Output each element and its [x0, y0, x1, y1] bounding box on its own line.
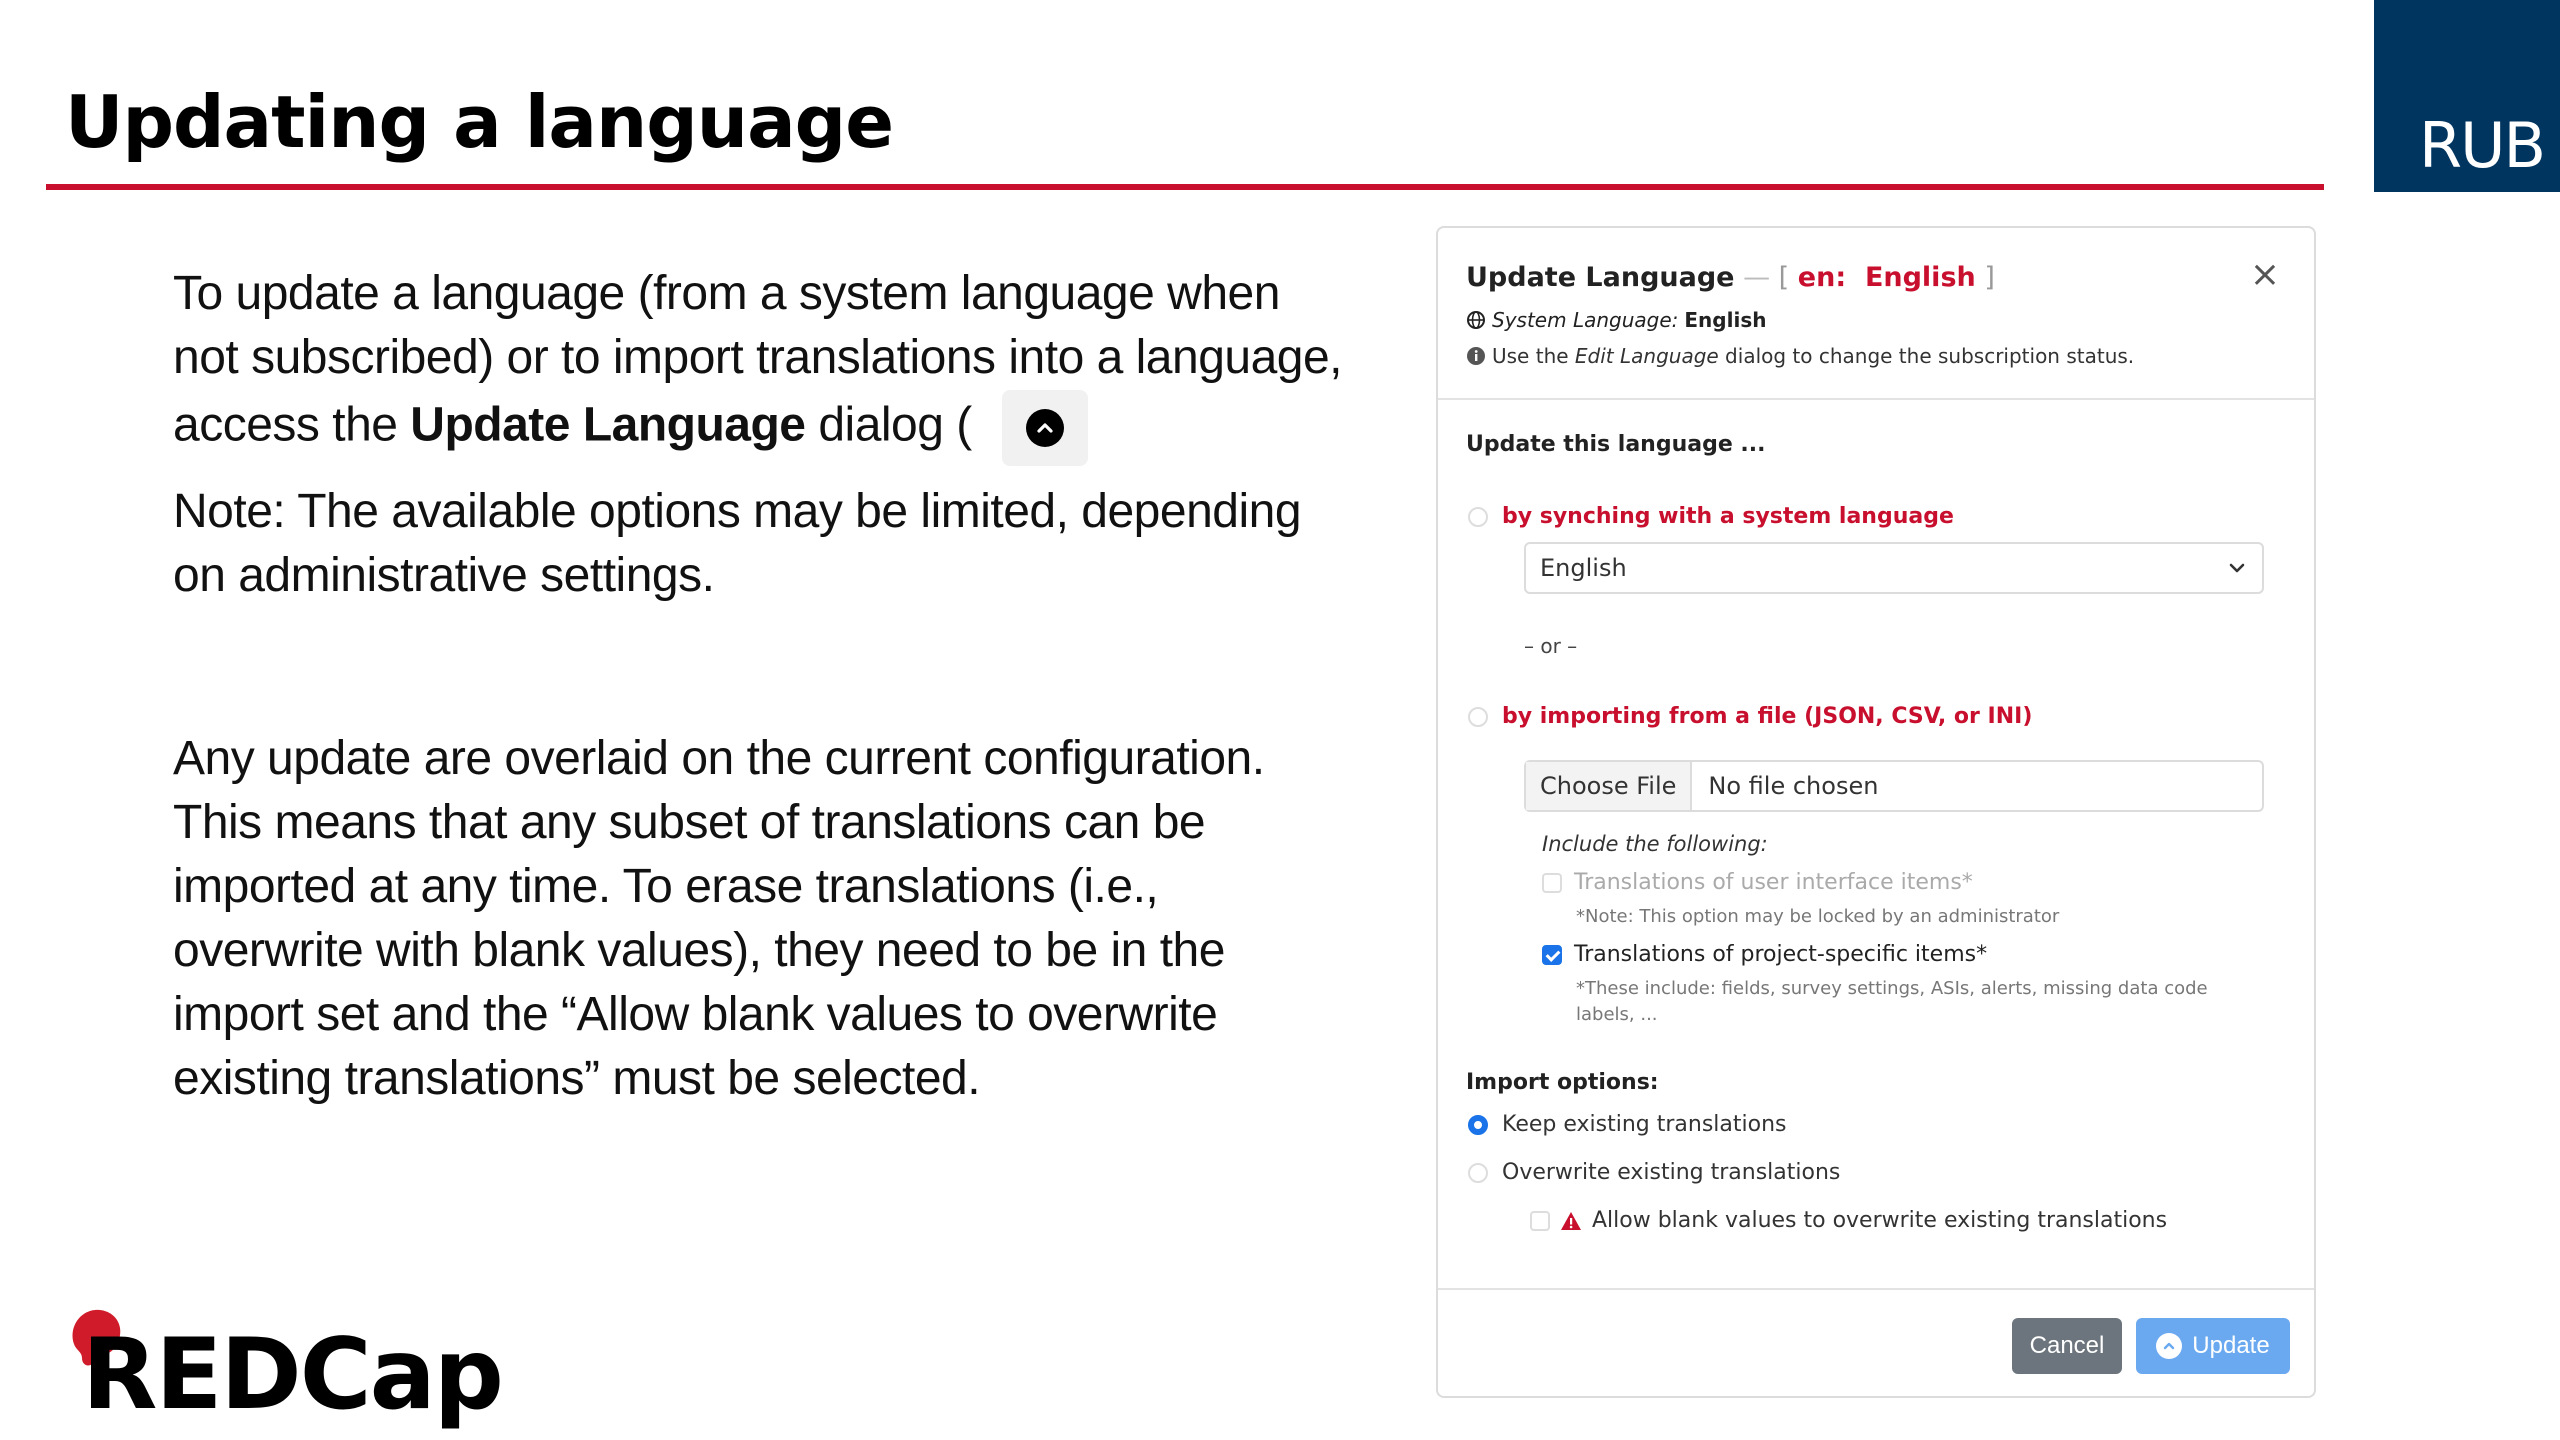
info-prefix: Use the	[1492, 344, 1575, 368]
update-circle-icon	[2156, 1333, 2182, 1359]
dialog-title	[1466, 262, 1995, 293]
file-status: No file chosen	[1708, 772, 1879, 800]
sync-option[interactable]	[1468, 504, 1954, 529]
file-input[interactable]	[1524, 760, 2264, 812]
file-radio[interactable]	[1468, 707, 1488, 727]
edit-language-term: Edit Language	[1574, 344, 1719, 368]
dialog-header	[1438, 228, 2314, 400]
title-separator: —	[1734, 262, 1779, 293]
chevron-up-icon	[1026, 409, 1064, 447]
update-button[interactable]	[2136, 1318, 2290, 1374]
allow-blank-checkbox[interactable]	[1530, 1211, 1550, 1231]
overwrite-label[interactable]: Overwrite existing translations	[1502, 1160, 1841, 1185]
or-separator: – or –	[1524, 634, 1578, 658]
paragraph-intro-text: To update a language (from a system language when not subscribed) or to import translations into a language, access the	[173, 267, 1343, 452]
bracket-close: ]	[1975, 262, 1995, 293]
language-name: English	[1864, 262, 1976, 293]
paragraph-overlay: Any update are overlaid on the current configuration. This means that any subset of translations can be imported at any time. To erase translations (i.e., overwrite with blank values), they need to be in the import set and the “Allow blank values to overwrite existing translations” must be selected.	[173, 732, 1265, 1105]
update-section-label: Update this language ...	[1466, 432, 1766, 457]
redcap-logo	[58, 1300, 502, 1432]
import-options-label: Import options:	[1466, 1070, 1659, 1095]
update-language-button-image	[1002, 390, 1088, 466]
ui-items-label: Translations of user interface items*	[1574, 870, 1973, 895]
select-value: English	[1540, 554, 1627, 582]
globe-icon	[1466, 310, 1486, 330]
info-icon	[1466, 346, 1486, 366]
project-items-checkbox[interactable]	[1542, 945, 1562, 965]
title-divider	[46, 184, 2324, 190]
project-items-note: *These include: fields, survey settings, ASIs, alerts, missing data code labels, ...	[1576, 978, 2208, 1025]
system-language-value: English	[1684, 308, 1767, 332]
sync-radio[interactable]	[1468, 507, 1488, 527]
language-code: en:	[1797, 262, 1847, 293]
file-option[interactable]	[1468, 704, 2032, 729]
overwrite-option[interactable]	[1468, 1160, 1840, 1185]
redcap-logo-text: REDCap	[82, 1318, 502, 1432]
dialog-title-text: Update Language	[1466, 262, 1735, 293]
paragraph-intro	[173, 262, 1353, 466]
allow-blank-option[interactable]	[1530, 1208, 2167, 1233]
system-language-select[interactable]	[1524, 542, 2264, 594]
choose-file-button[interactable]: Choose File	[1526, 762, 1692, 810]
paragraph-note: Note: The available options may be limited, depending on administrative settings.	[173, 485, 1302, 602]
update-language-dialog	[1436, 226, 2316, 1398]
project-items-label[interactable]: Translations of project-specific items*	[1574, 942, 1988, 967]
system-language-line	[1466, 308, 1766, 332]
keep-label[interactable]: Keep existing translations	[1502, 1112, 1787, 1137]
rub-logo-text: RUB	[2419, 109, 2544, 182]
paragraph-intro-text-end: dialog (	[805, 398, 972, 452]
allow-blank-label[interactable]: Allow blank values to overwrite existing translations	[1592, 1208, 2168, 1233]
include-label: Include the following:	[1542, 832, 1768, 856]
rub-logo	[2374, 0, 2560, 192]
bracket-open: [	[1778, 262, 1798, 293]
keep-radio[interactable]	[1468, 1115, 1488, 1135]
project-items-option[interactable]	[1542, 942, 1987, 967]
sync-option-label[interactable]: by synching with a system language	[1502, 504, 1954, 529]
warning-icon	[1560, 1211, 1582, 1231]
ui-items-option	[1542, 870, 1973, 895]
ui-items-checkbox	[1542, 873, 1562, 893]
keep-option[interactable]	[1468, 1112, 1787, 1137]
system-language-label: System Language:	[1492, 308, 1679, 332]
update-button-label[interactable]: Update	[2192, 1332, 2270, 1359]
slide-title: Updating a language	[65, 80, 894, 164]
update-language-term: Update Language	[410, 398, 806, 452]
info-line	[1466, 344, 2134, 368]
ui-items-note: *Note: This option may be locked by an administrator	[1576, 906, 2060, 927]
cancel-button[interactable]: Cancel	[2012, 1318, 2122, 1374]
close-icon[interactable]: ×	[2249, 254, 2280, 295]
file-option-label[interactable]: by importing from a file (JSON, CSV, or INI)	[1502, 704, 2033, 729]
info-suffix: dialog to change the subscription status.	[1718, 344, 2135, 368]
overwrite-radio[interactable]	[1468, 1163, 1488, 1183]
chevron-down-icon	[2226, 557, 2248, 579]
